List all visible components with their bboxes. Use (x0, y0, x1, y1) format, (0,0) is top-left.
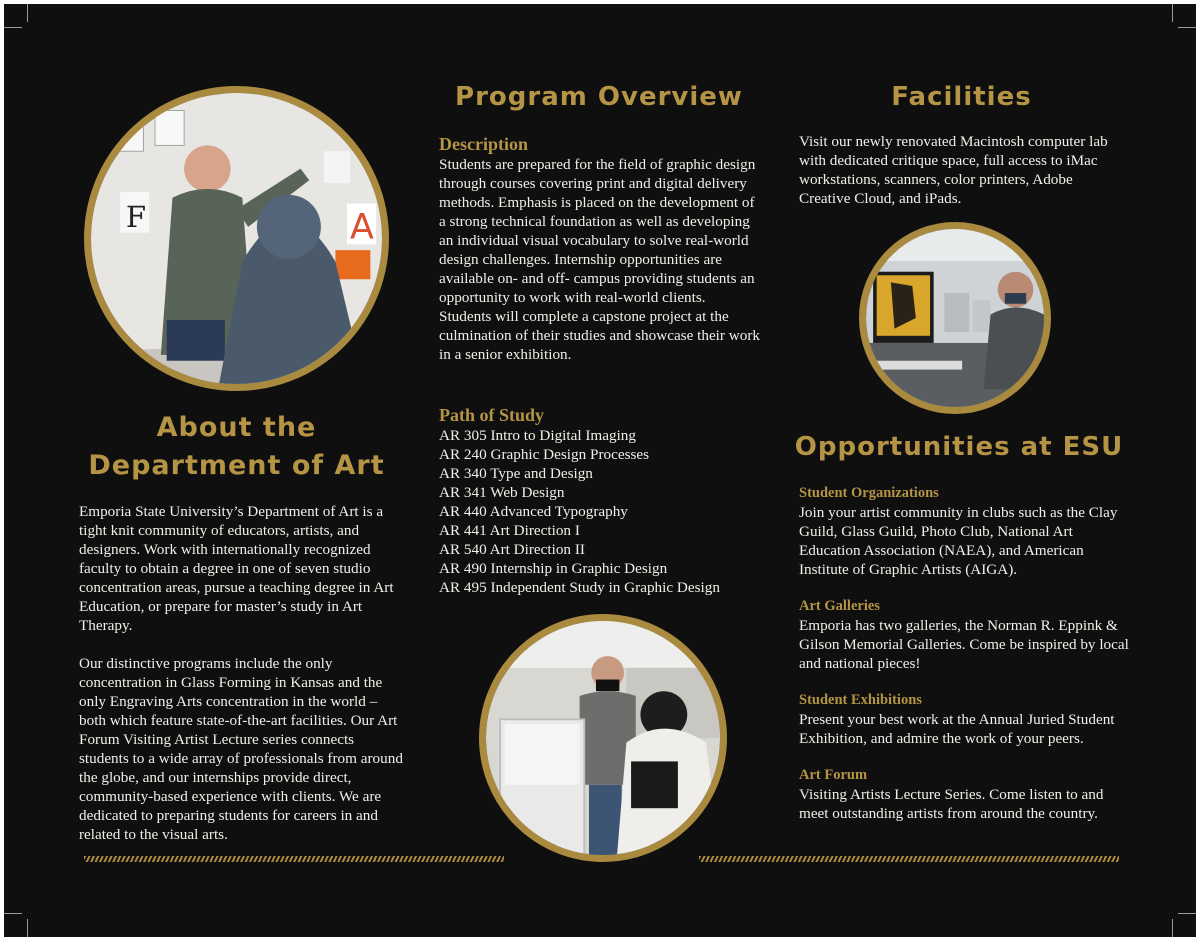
svg-text:F: F (125, 199, 147, 234)
description-label: Description (439, 134, 528, 154)
crop-mark (4, 913, 22, 914)
description-text: Students are prepared for the field of graphic design through courses covering print and digital delivery methods. Emphasis is placed on the development of a strong technical foundation as well as developing an individual visual vocabulary to solve real-world design challenges. Internship opportunities are available on- and off- campus providing students an opportunity to work with real-world clients. Students will complete a capstone project at the culmination of their studies and showcase their work in a senior exhibition. (439, 156, 760, 363)
svg-text:A: A (349, 207, 374, 248)
course-item: AR 341 Web Design (439, 484, 565, 501)
opportunity-text: Visiting Artists Lecture Series. Come listen to and meet outstanding artists from around the country. (799, 786, 1104, 822)
decorative-stripe (699, 856, 1119, 862)
path-of-study-label: Path of Study (439, 405, 545, 425)
course-item: AR 490 Internship in Graphic Design (439, 560, 668, 577)
crop-mark (1172, 919, 1173, 937)
brochure-panel (4, 4, 1196, 937)
opportunity-section-art-galleries (799, 597, 1129, 673)
about-heading (74, 409, 399, 485)
about-paragraph-2: Our distinctive programs include the only concentration in Glass Forming in Kansas and the only Engraving Arts concentration in the world – both which feature state-of-the-art facilities. Our Art Forum Visiting Artist Lecture series connects students to a wide array of professionals from around the globe, and our internships provide direct, community-based experience with clients. We are dedicated to preparing students for careers in and related to the visual arts. (79, 655, 403, 843)
about-heading-line-2: Department of Art (88, 450, 385, 481)
decorative-stripe (84, 856, 504, 862)
opportunity-text: Emporia has two galleries, the Norman R. Eppink & Gilson Memorial Galleries. Come be inspired by local and national pieces! (799, 617, 1129, 672)
course-item: AR 540 Art Direction II (439, 541, 585, 558)
course-item: AR 240 Graphic Design Processes (439, 446, 650, 463)
crop-mark (27, 919, 28, 937)
about-text (79, 502, 405, 844)
course-item: AR 305 Intro to Digital Imaging (439, 427, 636, 444)
instructor-classroom-photo (84, 86, 389, 391)
lab-instructor-photo (479, 614, 727, 862)
computer-lab-photo (859, 222, 1051, 414)
crop-mark (4, 27, 22, 28)
opportunities-sections (799, 484, 1129, 823)
course-list (439, 426, 769, 597)
opportunity-section-student-exhibitions (799, 691, 1129, 748)
about-heading-line-1: About the (156, 412, 317, 443)
about-paragraph-1: Emporia State University’s Department of Art is a tight knit community of educators, artists, and designers. Work with internationally recognized faculty to obtain a degree in one of seven studio concentration areas, pursue a teaching degree in Art Education, or prepare for master’s study in Art Therapy. (79, 503, 394, 634)
opportunity-text: Join your artist community in clubs such as the Clay Guild, Glass Guild, Photo Club, National Art Education Association (NAEA), and American Institute of Graphic Artists (AIGA). (799, 504, 1118, 578)
program-overview-heading: Program Overview (455, 82, 743, 112)
opportunities-heading: Opportunities at ESU (794, 432, 1124, 462)
crop-mark (1178, 913, 1196, 914)
facilities-text: Visit our newly renovated Macintosh computer lab with dedicated critique space, full access to iMac workstations, scanners, color printers, Adobe Creative Cloud, and iPads. (799, 133, 1108, 207)
opportunity-label: Art Forum (799, 767, 868, 783)
course-item: AR 340 Type and Design (439, 465, 593, 482)
opportunity-label: Art Galleries (799, 598, 880, 614)
opportunity-label: Student Exhibitions (799, 692, 922, 708)
crop-mark (27, 4, 28, 22)
opportunity-label: Student Organizations (799, 485, 939, 501)
opportunity-section-art-forum (799, 766, 1129, 823)
course-item: AR 440 Advanced Typography (439, 503, 628, 520)
opportunity-text: Present your best work at the Annual Juried Student Exhibition, and admire the work of your peers. (799, 711, 1115, 747)
crop-mark (1172, 4, 1173, 22)
opportunity-section-student-organizations (799, 484, 1129, 579)
facilities-heading: Facilities (891, 82, 1032, 112)
course-item: AR 441 Art Direction I (439, 522, 580, 539)
course-item: AR 495 Independent Study in Graphic Design (439, 579, 720, 596)
crop-mark (1178, 27, 1196, 28)
